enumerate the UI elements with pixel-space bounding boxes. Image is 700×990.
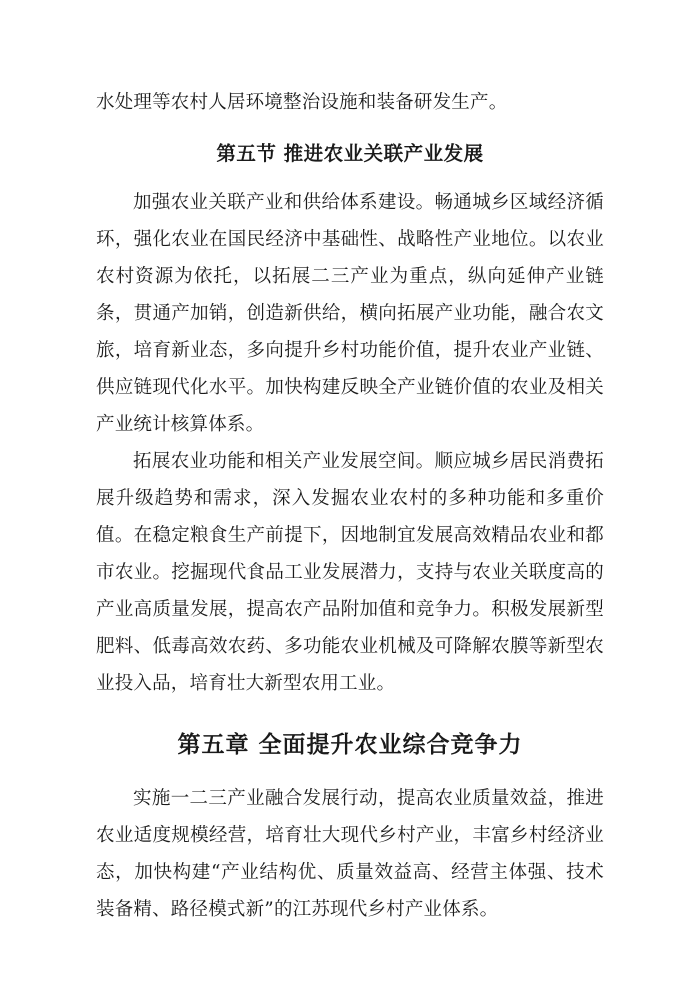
paragraph-continuation: 水处理等农村人居环境整治设施和装备研发生产。 — [96, 92, 508, 113]
chapter-heading-five: 第五章 全面提升农业综合竞争力 — [177, 731, 523, 758]
document-body — [96, 84, 604, 928]
paragraph-agriculture-related-industry: 加强农业关联产业和供给体系建设。畅通城乡区域经济循环，强化农业在国民经济中基础性、战略性产业地位。以农业农村资源为依托，以拓展二三产业为重点，纵向延伸产业链条，贯通产加销，创造新供给，横向拓展产业功能，融合农文旅，培育新业态，多向提升乡村功能价值，提升农业产业链、供应链现代化水平。加快构建反映全产业链价值的农业及相关产业统计核算体系。 — [96, 192, 604, 435]
paragraph-expand-agriculture-functions: 拓展农业功能和相关产业发展空间。顺应城乡居民消费拓展升级趋势和需求，深入发掘农业农村的多种功能和多重价值。在稳定粮食生产前提下，因地制宜发展高效精品农业和都市农业。挖掘现代食品工业发展潜力，支持与农业关联度高的产业高质量发展，提高农产品附加值和竞争力。积极发展新型肥料、低毒高效农药、多功能农业机械及可降解农膜等新型农业投入品，培育壮大新型农用工业。 — [96, 451, 604, 694]
section-heading-five: 第五节 推进农业关联产业发展 — [216, 142, 484, 165]
paragraph-industry-integration: 实施一二三产业融合发展行动，提高农业质量效益，推进农业适度规模经营，培育壮大现代乡村产业，丰富乡村经济业态，加快构建“产业结构优、质量效益高、经营主体强、技术装备精、路径模式新”的江苏现代乡村产业体系。 — [96, 788, 604, 920]
